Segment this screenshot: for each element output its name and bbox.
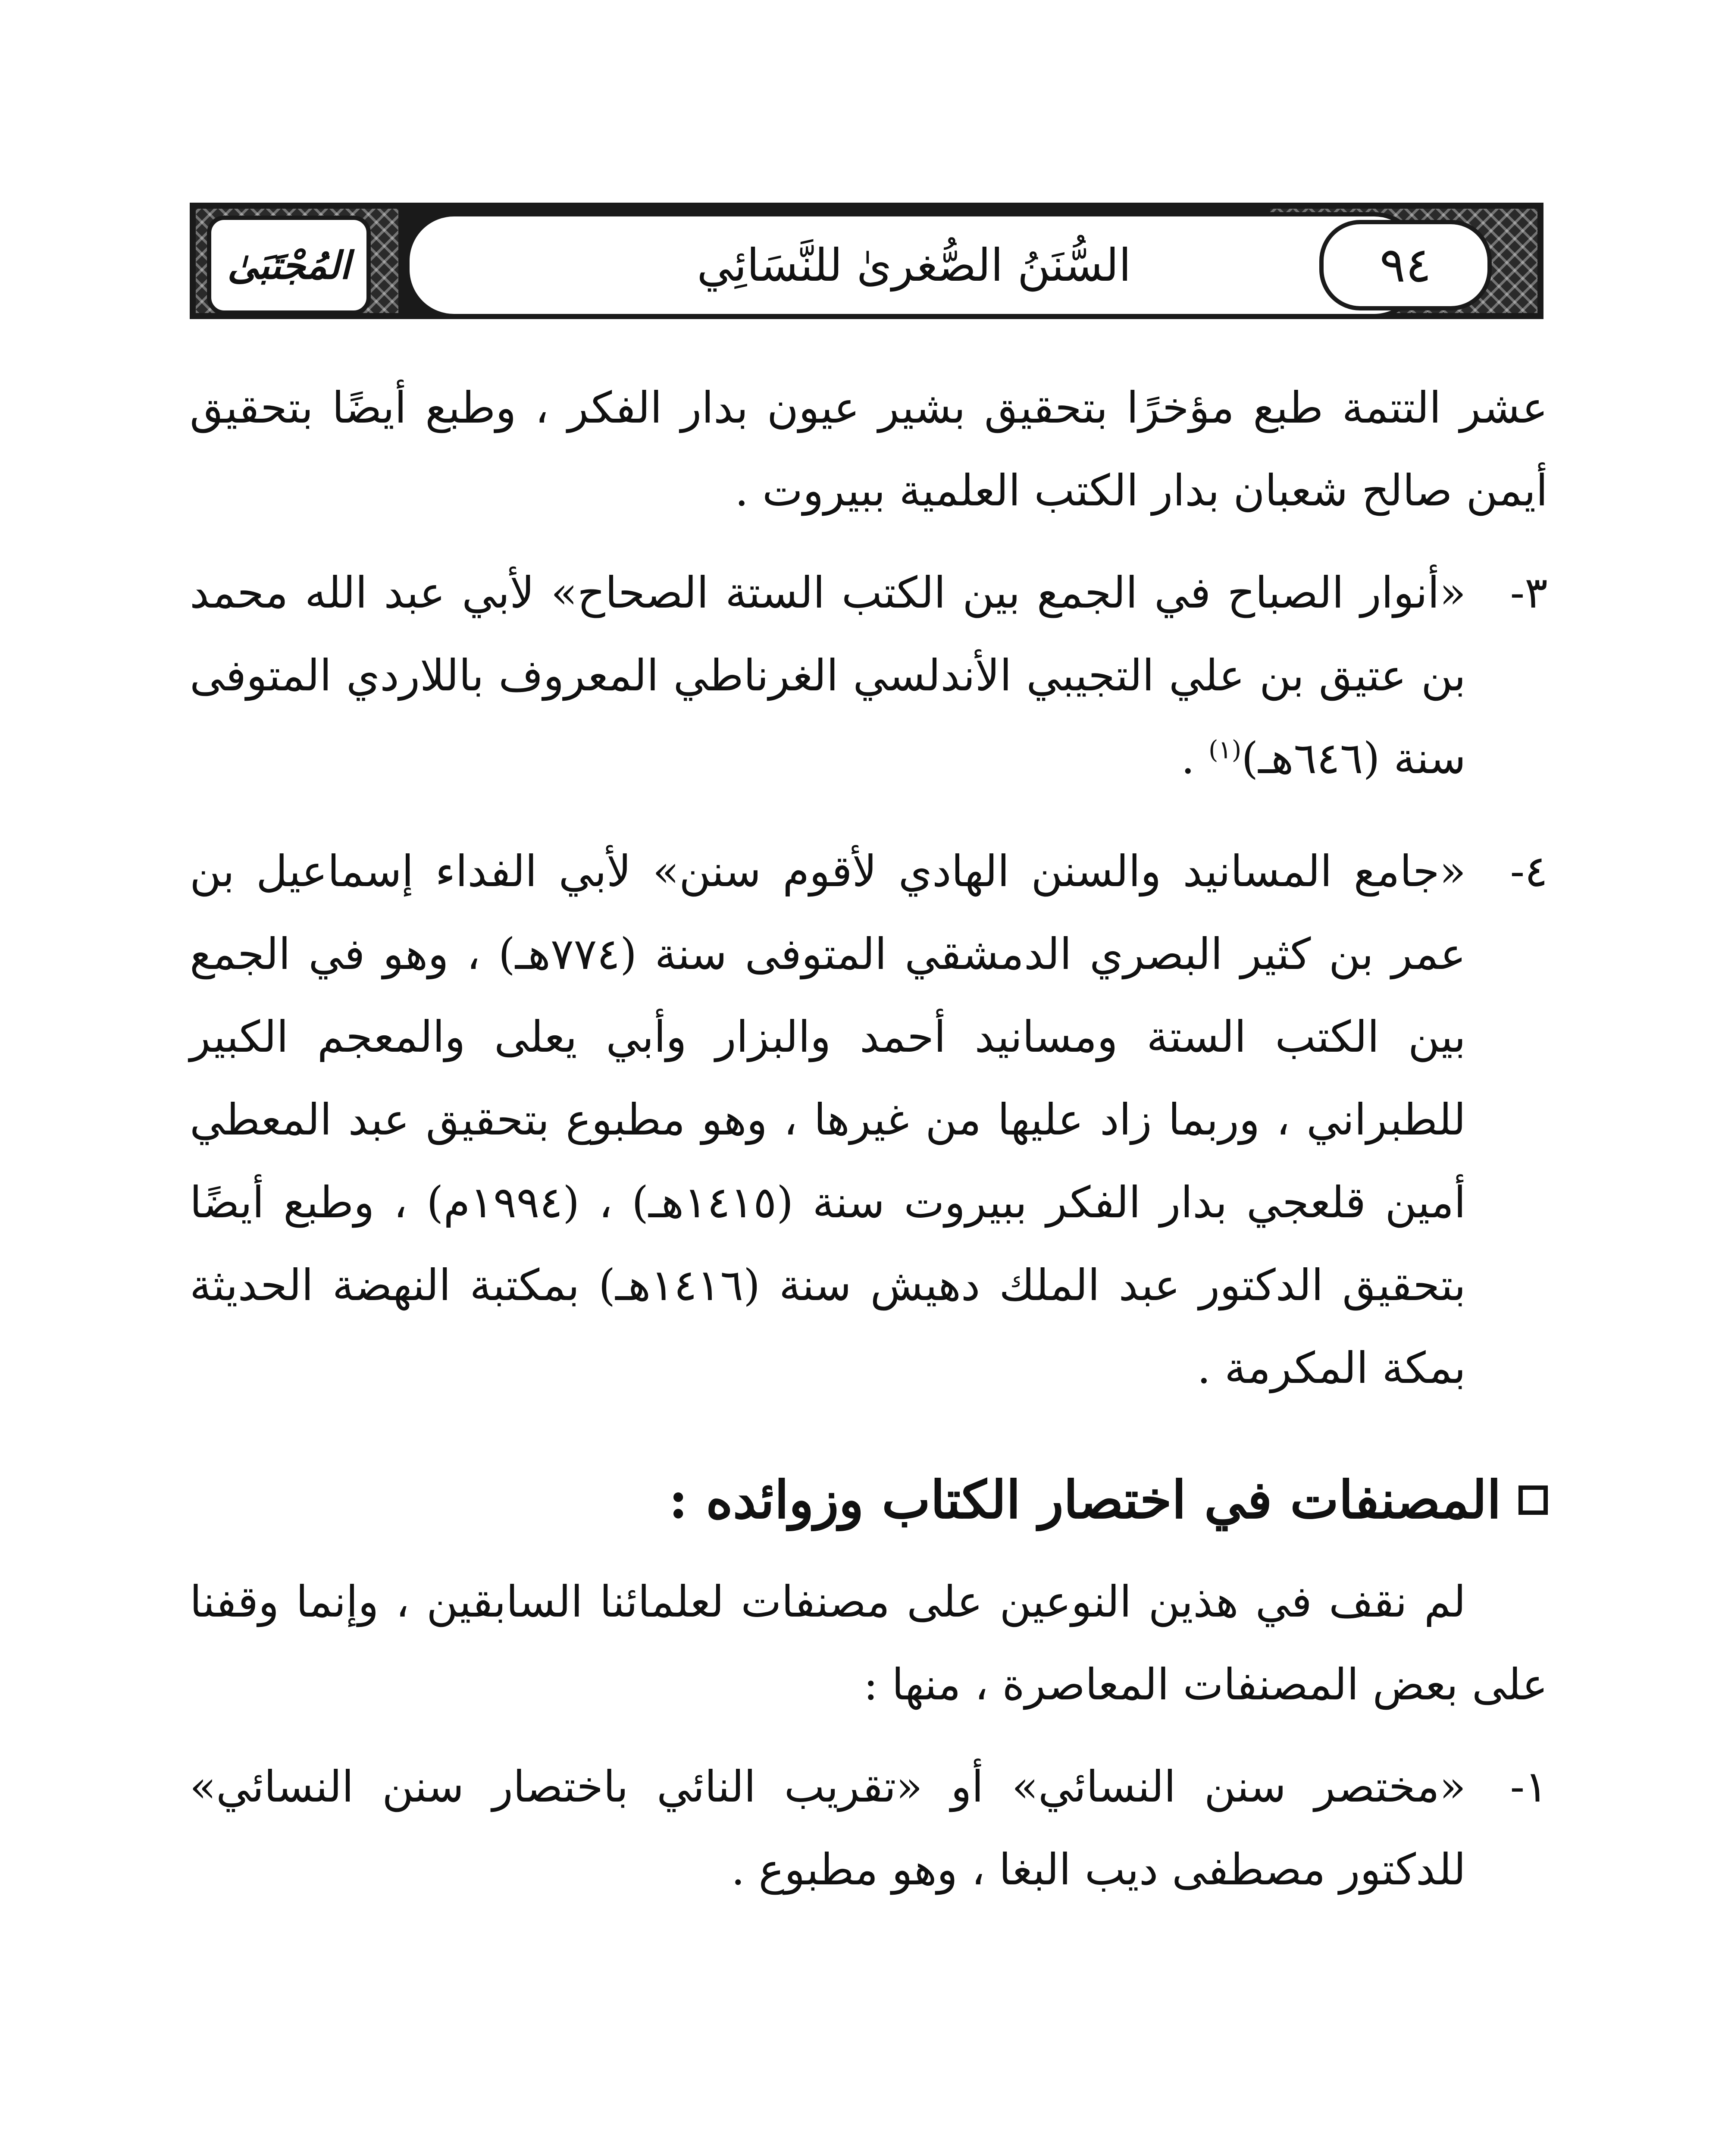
square-bullet-icon [1518, 1485, 1548, 1515]
list-item-text: «مختصر سنن النسائي» أو «تقريب النائي باختصار سنن النسائي» للدكتور مصطفى ديب البغا ، وهو مطبوع . [190, 1761, 1466, 1895]
list-item-number: ٣- [1510, 567, 1548, 618]
paragraph-intro: لم نقف في هذين النوعين على مصنفات لعلمائنا السابقين ، وإنما وقفنا على بعض المصنفات المعاصرة ، منها : [190, 1576, 1548, 1710]
list-item-body: «أنوار الصباح في الجمع بين الكتب الستة الصحاح» لأبي عبد الله محمد بن عتيق بن علي التجيبي الأندلسي الغرناطي المعروف باللاردي المتوفى سنة (٦٤٦هـ) [190, 567, 1466, 783]
main-text [190, 367, 1548, 1911]
list-item-text [190, 552, 1466, 800]
list-item-4 [190, 830, 1548, 1410]
list-item-number: ١- [1510, 1761, 1548, 1812]
list-item-text: «جامع المسانيد والسنن الهادي لأقوم سنن» لأبي الفداء إسماعيل بن عمر بن كثير البصري الدمشقي المتوفى سنة (٧٧٤هـ) ، وهو في الجمع بين الكتب الستة ومسانيد أحمد والبزار وأبي يعلى والمعجم الكبير للطبراني ، وربما زاد عليها من غيرها ، وهو مطبوع بتحقيق عبد المعطي أمين قلعجي بدار الفكر ببيروت سنة (١٤١٥هـ) ، (١٩٩٤م) ، وطبع أيضًا بتحقيق الدكتور عبد الملك دهيش سنة (١٤١٦هـ) بمكتبة النهضة الحديثة بمكة المكرمة . [190, 846, 1466, 1393]
section-heading [190, 1457, 1548, 1543]
running-title: السُّنَنُ الصُّغرىٰ للنَّسَائِي [697, 239, 1131, 291]
footnote-reference[interactable]: (١) [1208, 735, 1242, 765]
book-logo-text: المُجْتَبَىٰ [227, 243, 351, 288]
page-number: ٩٤ [1379, 237, 1432, 293]
running-header [190, 203, 1543, 319]
section-heading-text: المصنفات في اختصار الكتاب وزوائده : [668, 1470, 1501, 1530]
page-number-cartouche [1319, 220, 1492, 310]
list-item-1 [190, 1745, 1548, 1911]
list-item-3 [190, 552, 1548, 800]
list-item-end: . [1181, 733, 1208, 783]
header-title-cartouche [405, 212, 1423, 318]
paragraph-continuation: عشر التتمة طبع مؤخرًا بتحقيق بشير عيون بدار الفكر ، وطبع أيضًا بتحقيق أيمن صالح شعبان بدار الكتب العلمية ببيروت . [190, 382, 1548, 516]
list-item-number: ٤- [1510, 846, 1548, 896]
book-logo [207, 216, 371, 315]
